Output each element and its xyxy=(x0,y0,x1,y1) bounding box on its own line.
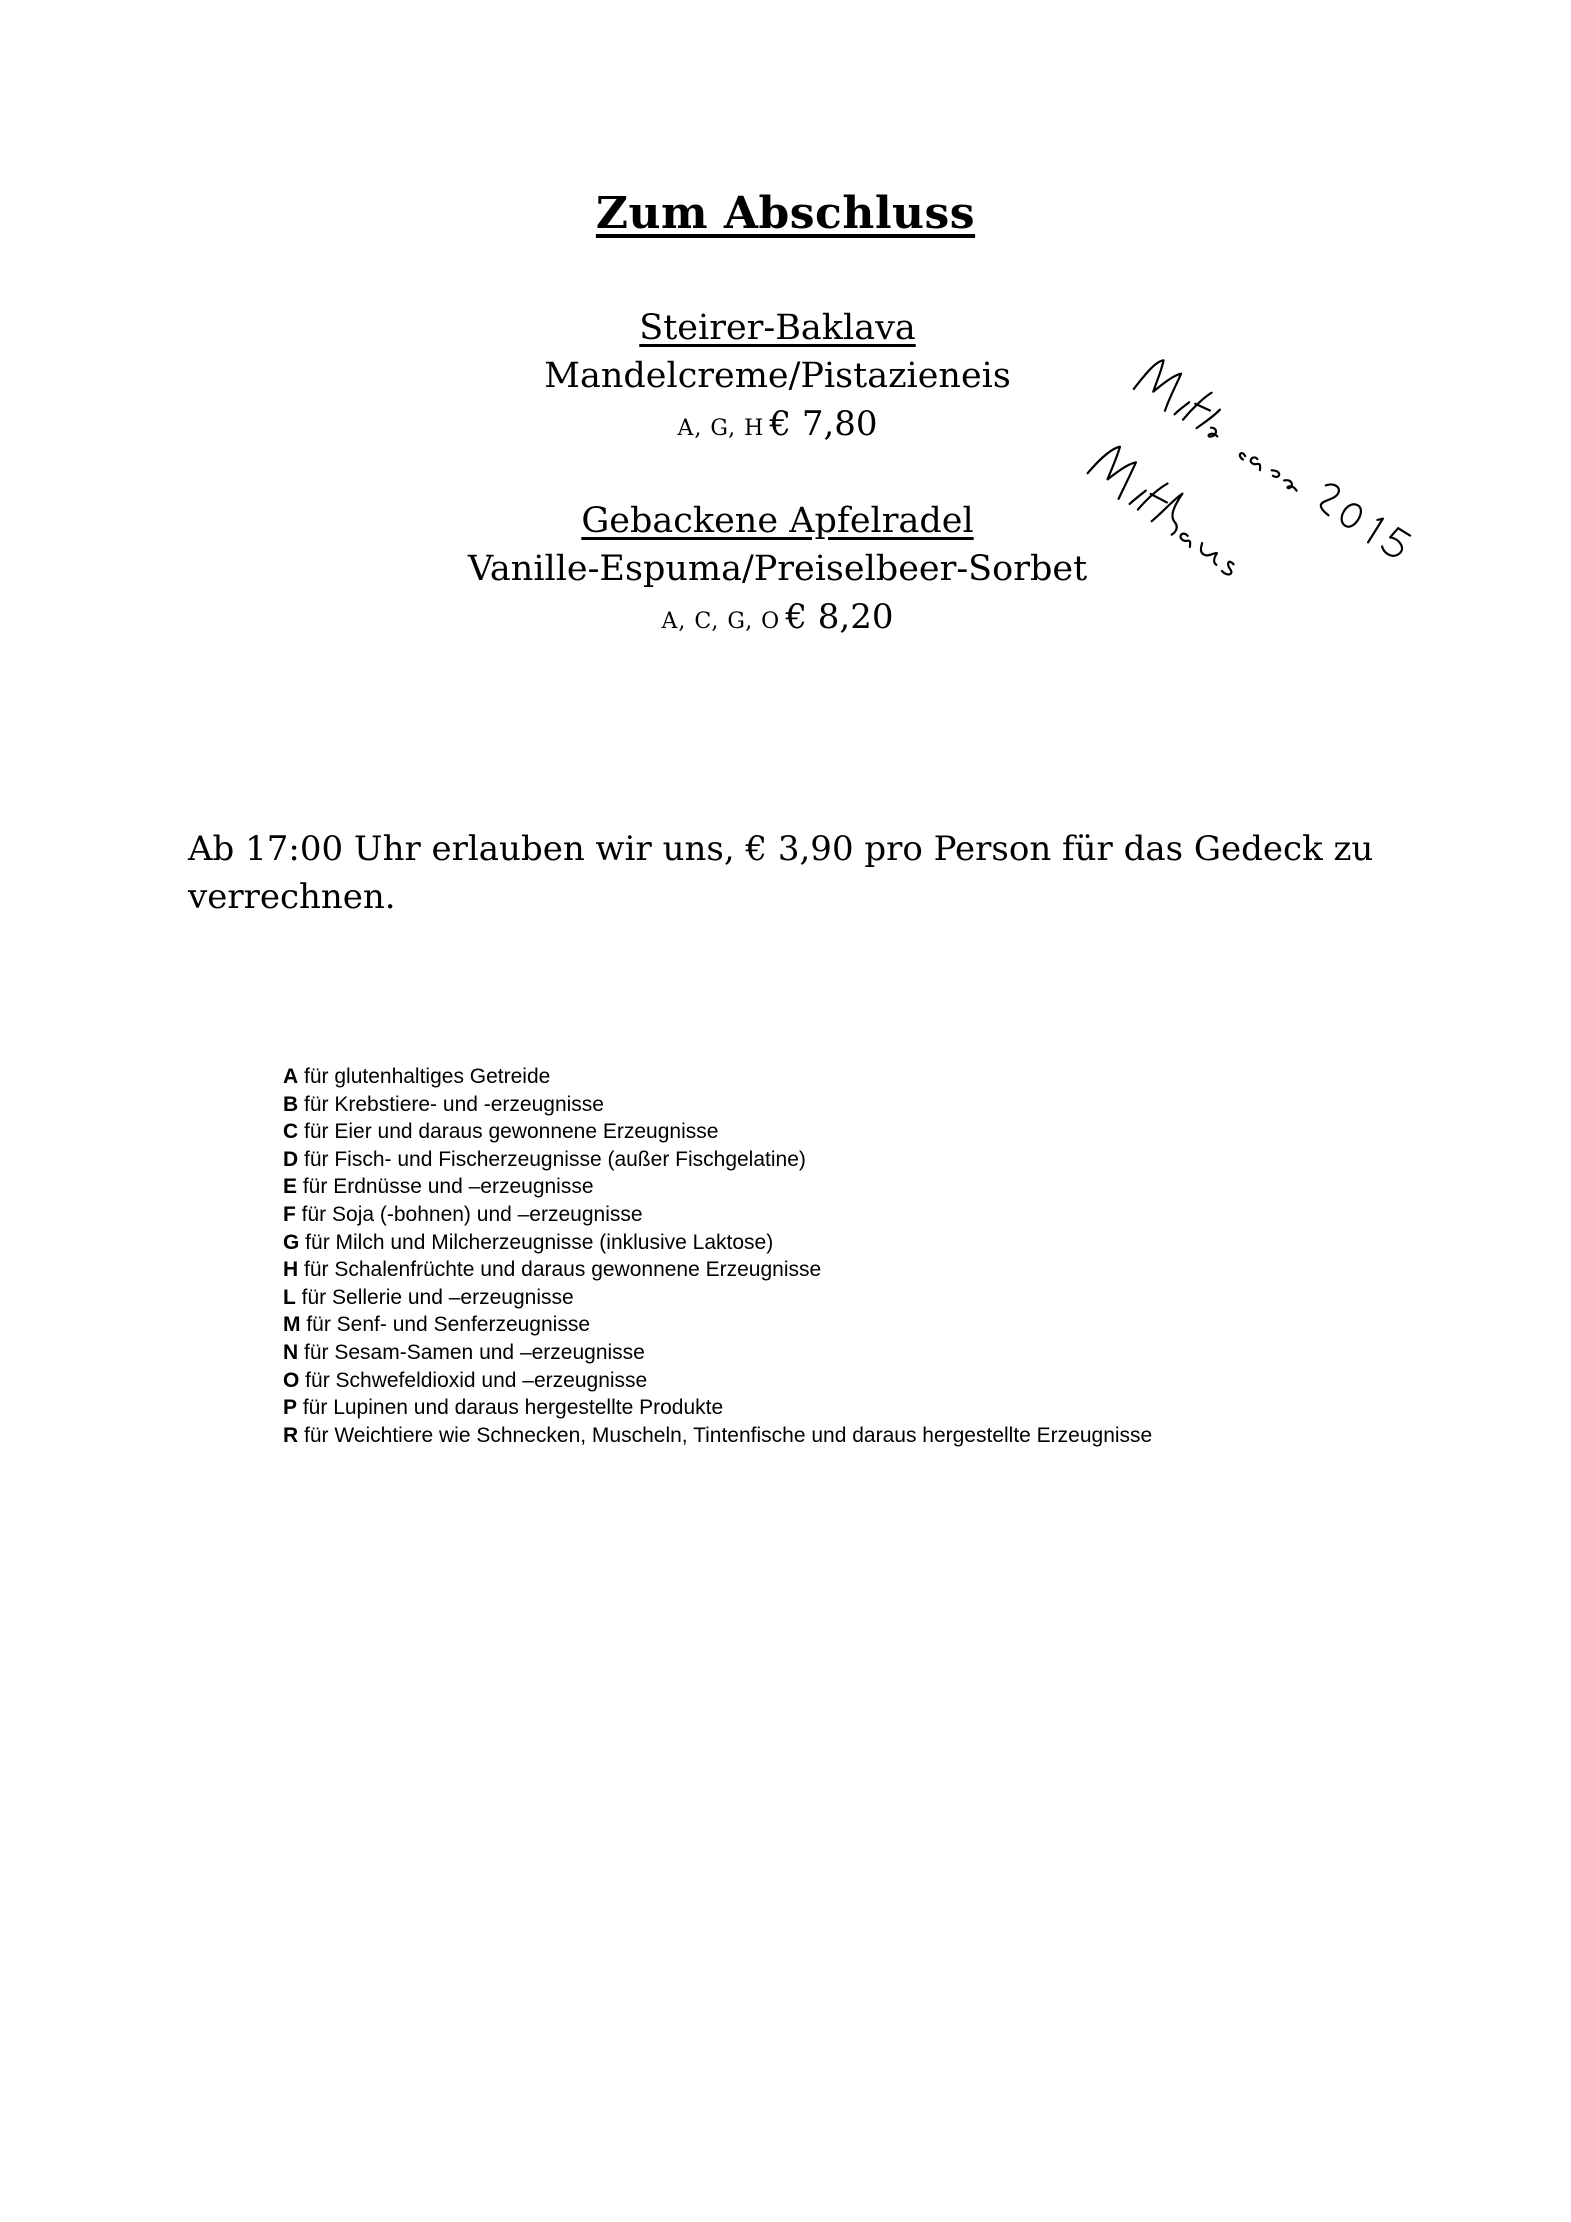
legend-text: für Krebstiere- und -erzeugnisse xyxy=(298,1092,604,1116)
legend-text: für Schalenfrüchte und daraus gewonnene Erzeugnisse xyxy=(298,1258,822,1282)
legend-item xyxy=(283,1284,1483,1312)
page-title: Zum Abschluss xyxy=(595,188,976,239)
legend-item xyxy=(283,1422,1483,1450)
legend-code: C xyxy=(283,1120,299,1144)
legend-item xyxy=(283,1091,1483,1119)
dish-description: Vanille-Espuma/Preiselbeer-Sorbet xyxy=(467,549,1088,589)
handwriting-drawing xyxy=(1060,330,1520,630)
legend-item xyxy=(283,1339,1483,1367)
legend-text: für Soja (-bohnen) und –erzeugnisse xyxy=(295,1202,643,1226)
dish-price: € 8,20 xyxy=(785,597,894,637)
legend-item xyxy=(283,1118,1483,1146)
legend-code: D xyxy=(283,1147,299,1171)
legend-text: für Senf- und Senferzeugnisse xyxy=(300,1313,591,1337)
legend-item xyxy=(283,1201,1483,1229)
legend-text: für Lupinen und daraus hergestellte Produkte xyxy=(297,1396,724,1420)
legend-code: G xyxy=(283,1230,300,1254)
legend-text: für Eier und daraus gewonnene Erzeugnisse xyxy=(298,1120,719,1144)
dish-allergens: A, C, G, O xyxy=(661,609,781,634)
dish-name: Gebackene Apfelradel xyxy=(581,501,974,541)
legend-code: A xyxy=(283,1065,299,1088)
legend-code: O xyxy=(283,1368,300,1392)
legend-text: für glutenhaltiges Getreide xyxy=(298,1065,551,1088)
legend-code: H xyxy=(283,1258,299,1282)
legend-item xyxy=(283,1367,1483,1395)
legend-item xyxy=(283,1256,1483,1284)
legend-item xyxy=(283,1394,1483,1422)
handwritten-note xyxy=(1060,330,1520,630)
legend-code: R xyxy=(283,1423,299,1447)
legend-item xyxy=(283,1311,1483,1339)
dish-description: Mandelcreme/Pistazieneis xyxy=(544,356,1011,396)
legend-text: für Fisch- und Fischerzeugnisse (außer Fischgelatine) xyxy=(298,1147,806,1171)
legend-item xyxy=(283,1146,1483,1174)
legend-code: N xyxy=(283,1340,299,1364)
legend-code: P xyxy=(283,1396,298,1420)
legend-text: für Milch und Milcherzeugnisse (inklusive Laktose) xyxy=(299,1230,774,1254)
dish-price: € 7,80 xyxy=(769,404,878,444)
legend-code: L xyxy=(283,1285,296,1309)
legend-code: E xyxy=(283,1175,298,1199)
dish-name: Steirer-Baklava xyxy=(639,308,916,348)
legend-text: für Sesam-Samen und –erzeugnisse xyxy=(298,1340,645,1364)
legend-text: für Sellerie und –erzeugnisse xyxy=(295,1285,574,1309)
allergen-legend xyxy=(283,1063,1483,1449)
legend-code: F xyxy=(283,1202,296,1226)
cover-charge-notice: Ab 17:00 Uhr erlauben wir uns, € 3,90 pro Person für das Gedeck zu verrechnen. xyxy=(188,829,1374,917)
legend-item xyxy=(283,1173,1483,1201)
legend-code: M xyxy=(283,1313,301,1337)
legend-item xyxy=(283,1229,1483,1257)
legend-code: B xyxy=(283,1092,299,1116)
legend-text: für Weichtiere wie Schnecken, Muscheln, Tintenfische und daraus hergestellte Erzeugnisse xyxy=(298,1423,1153,1447)
legend-text: für Schwefeldioxid und –erzeugnisse xyxy=(299,1368,648,1392)
dish-allergens: A, G, H xyxy=(677,416,765,441)
legend-text: für Erdnüsse und –erzeugnisse xyxy=(297,1175,594,1199)
legend-item xyxy=(283,1063,1483,1091)
